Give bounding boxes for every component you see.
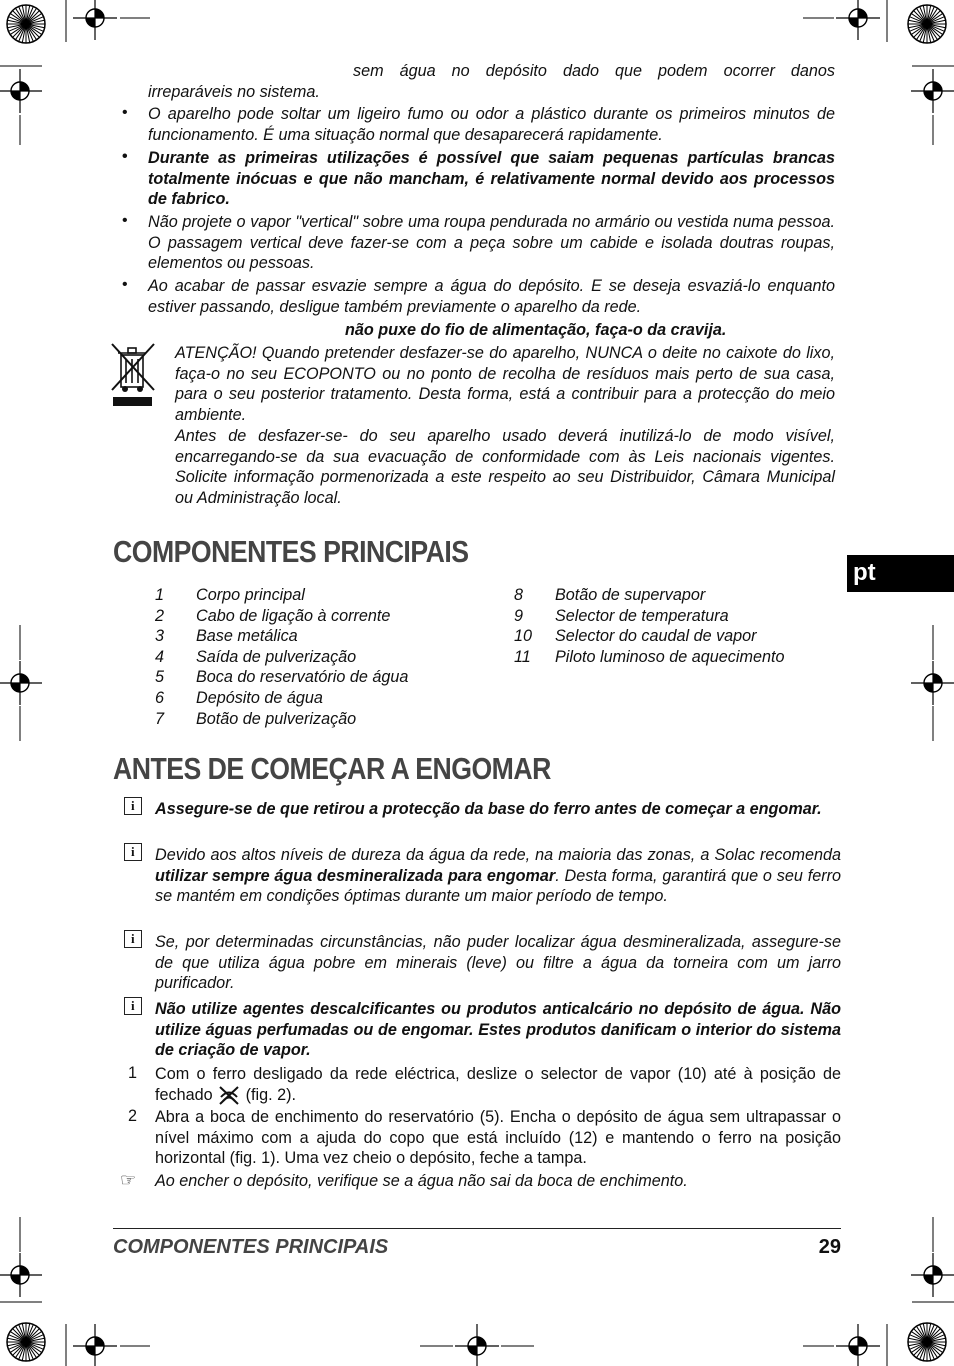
info-demineralised-emphasis: utilizar sempre água desmineralizada para engomar	[155, 866, 556, 885]
component-number: 11	[514, 647, 531, 666]
continued-text-line1: sem água no depósito dado que podem ocorrer danos	[353, 62, 835, 80]
footer-title: COMPONENTES PRINCIPAIS	[113, 1236, 389, 1258]
info-demineralised-water: Devido aos altos níveis de dureza da água da rede, na maioria das zonas, a Solac recomenda utilizar sempre água desmineralizada para engomar. Desta forma, garantirá que o seu ferro se mantém em condições óptimas durante um maior período de tempo.	[155, 846, 841, 906]
component-number: 1	[155, 586, 165, 604]
language-tab-pt: pt	[847, 555, 954, 592]
bullet-smoke-odor: O aparelho pode soltar um ligeiro fumo ou odor a plástico durante os primeiros minutos de funcionamento. É uma situação normal que desaparecerá rapidamente.	[148, 105, 835, 144]
footer-rule	[113, 1228, 841, 1229]
continued-text-line2: irreparáveis no sistema.	[148, 83, 320, 101]
bullet-marker: •	[122, 212, 128, 229]
attention-label: ATENÇÃO!	[175, 344, 257, 362]
info-icon: i	[124, 843, 142, 861]
page-number: 29	[818, 1236, 841, 1258]
note-filling-tank: Ao encher o depósito, verifique se a água não sai da boca de enchimento.	[155, 1172, 688, 1190]
component-number: 10	[514, 627, 533, 646]
components-list-col2	[514, 585, 834, 675]
step-number: 2	[128, 1107, 138, 1125]
bullet-white-particles: Durante as primeiras utilizações é possível que saiam pequenas partículas brancas totalmente inócuas e que não mancham, é relativamente normal devido aos processos de fabrico.	[148, 149, 835, 209]
disposal-text: Quando pretender desfazer-se do aparelho, NUNCA o deite no caixote do lixo, faça-o no seu ECOPONTO ou no ponto de recolha de resíduos mais perto de sua casa, para o seu posterior tratamento. Desta forma, está a contribuir para a protecção do meio ambiente.	[175, 344, 835, 424]
info-remove-protection: Assegure-se de que retirou a protecção da base do ferro antes de começar a engomar.	[155, 800, 822, 818]
component-label: Boca do reservatório de água	[196, 668, 409, 687]
bullet-marker: •	[122, 276, 128, 293]
component-label: Saída de pulverização	[196, 647, 357, 666]
info-no-descaling-agents: Não utilize agentes descalcificantes ou produtos anticalcário no depósito de água. Não utilize águas perfumadas ou de engomar. Estes produtos danificam o interior do sistema de criação de vapor.	[155, 1000, 841, 1060]
step-number: 1	[128, 1064, 138, 1082]
step-1-text: Com o ferro desligado da rede eléctrica, deslize o selector de vapor (10) até à posição de fechado (fig. 2).	[155, 1065, 841, 1104]
component-number: 9	[514, 606, 524, 625]
info-alternative-water: Se, por determinadas circunstâncias, não puder localizar água desmineralizada, assegure-se de que utiliza água pobre em minerais (leve) ou filtre a água da torneira com um jarro purificador.	[155, 933, 841, 993]
pointing-hand-icon: ☞	[120, 1170, 137, 1190]
steam-off-icon	[217, 1085, 241, 1105]
section-heading-componentes: COMPONENTES PRINCIPAIS	[113, 534, 469, 569]
info-icon: i	[124, 997, 142, 1015]
component-label: Piloto luminoso de aquecimento	[555, 647, 785, 666]
bullet-marker: •	[122, 104, 128, 121]
component-label: Botão de pulverização	[196, 709, 357, 728]
weee-crossed-bin-icon	[110, 342, 158, 408]
component-number: 8	[514, 586, 524, 604]
component-number: 3	[155, 627, 165, 646]
component-label: Corpo principal	[196, 586, 305, 604]
components-list-col1	[155, 585, 495, 735]
disposal-paragraph-1	[175, 343, 835, 425]
component-number: 7	[155, 709, 165, 728]
component-label: Cabo de ligação à corrente	[196, 606, 391, 625]
component-label: Selector de temperatura	[555, 606, 729, 625]
info-icon: i	[124, 930, 142, 948]
step-2-text: Abra a boca de enchimento do reservatório (5). Encha o depósito de água sem ultrapassar o nível máximo com a ajuda do copo que está incluído (12) e mantendo o ferro na posição horizontal (fig. 1). Uma vez cheio o depósito, feche a tampa.	[155, 1108, 841, 1168]
bullet-vertical-steam: Não projete o vapor "vertical" sobre uma roupa pendurada no armário ou vestida numa pessoa. O passagem vertical deve fazer-se com a peça sobre um cabide e isolada doutras roupas, elementos ou pessoas.	[148, 213, 835, 273]
component-number: 4	[155, 647, 165, 666]
component-label: Base metálica	[196, 627, 298, 646]
component-label: Selector do caudal de vapor	[555, 627, 757, 646]
component-label: Depósito de água	[196, 689, 323, 707]
bullet-empty-tank-bold: não puxe do fio de alimentação, faça-o da cravija.	[345, 321, 727, 339]
info-icon: i	[124, 797, 142, 815]
component-label: Botão de supervapor	[555, 586, 706, 604]
disposal-paragraph-2: Antes de desfazer-se- do seu aparelho usado deverá inutilizá-lo de modo visível, encarregando-se da sua evacuação de conformidade com às Leis nacionais vigentes. Solicite informação pormenorizada a este respeito ao seu Distribuidor, Câmara Municipal ou Administração local.	[175, 427, 835, 507]
bullet-marker: •	[122, 148, 128, 165]
component-number: 2	[155, 606, 165, 625]
section-heading-antes: ANTES DE COMEÇAR A ENGOMAR	[113, 751, 551, 786]
bullet-empty-tank: Ao acabar de passar esvazie sempre a água do depósito. E se deseja esvaziá-lo enquanto estiver passando, desligue também previamente o aparelho da rede.	[148, 277, 835, 316]
component-number: 5	[155, 668, 165, 687]
component-number: 6	[155, 689, 165, 707]
